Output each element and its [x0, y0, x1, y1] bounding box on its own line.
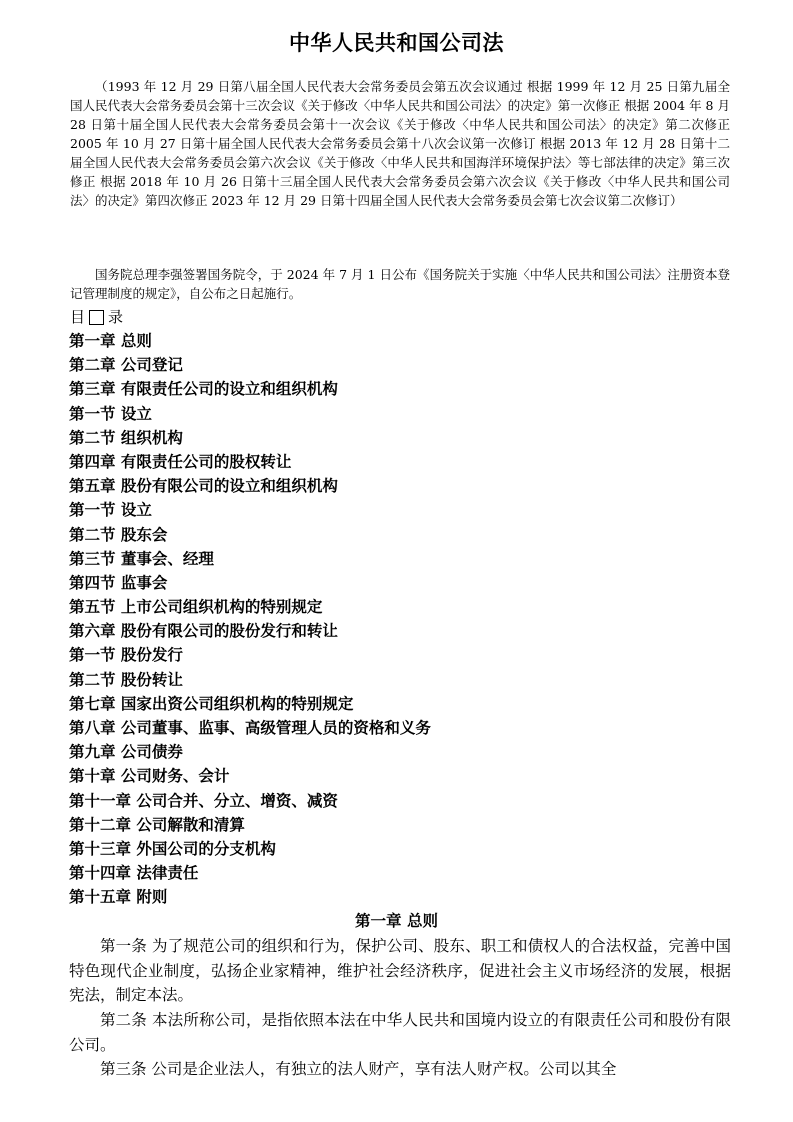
article-paragraph: 第三条 公司是企业法人，有独立的法人财产，享有法人财产权。公司以其全: [100, 1060, 617, 1078]
chapter-heading: 第一章 总则: [355, 912, 438, 930]
toc-item: 第一节 股份发行: [69, 646, 183, 665]
toc-item: 第二节 组织机构: [69, 428, 183, 447]
state-council-decree-note: 国务院总理李强签署国务院令，于 2024 年 7 月 1 日公布《国务院关于实施〈中华人民共和国公司法〉注册资本登记管理制度的规定》，自公布之日起施行。: [70, 267, 730, 301]
table-of-contents: [69, 329, 431, 910]
toc-item: 第五章 股份有限公司的设立和组织机构: [69, 477, 338, 496]
document-title: 中华人民共和国公司法: [289, 31, 504, 55]
toc-item: 第十四章 法律责任: [69, 864, 199, 883]
toc-heading-left: 目: [70, 308, 86, 326]
toc-item: 第二章 公司登记: [69, 356, 183, 375]
toc-item: 第三章 有限责任公司的设立和组织机构: [69, 380, 338, 399]
toc-item: 第九章 公司债券: [69, 743, 183, 762]
toc-item: 第十一章 公司合并、分立、增资、减资: [69, 791, 338, 810]
toc-heading-right: 录: [108, 308, 124, 326]
toc-item: 第七章 国家出资公司组织机构的特别规定: [69, 694, 354, 713]
toc-item: 第四章 有限责任公司的股权转让: [69, 452, 292, 471]
legislative-history-paragraph: （1993 年 12 月 29 日第八届全国人民代表大会常务委员会第五次会议通过 根据 1999 年 12 月 25 日第九届全国人民代表大会常务委员会第十三次会议《关于修改〈中华人民共和国公司法〉的决定》第一次修正 根据 2004 年 8 月 28 日第十届全国人民代表大会常务委员会第十一次会议《关于修改〈中华人民共和国公司法〉的决定》第二次修正 2005 年 10 月 27 日第十届全国人民代表大会常务委员会第十八次会议第一次修订 根据 2013 年 12 月 28 日第十二届全国人民代表大会常务委员会第六次会议《关于修改〈中华人民共和国海洋环境保护法〉等七部法律的决定》第三次修正 根据 2018 年 10 月 26 日第十三届全国人民代表大会常务委员会第六次会议《关于修改〈中华人民共和国公司法〉的决定》第四次修正 2023 年 12 月 29 日第十四届全国人民代表大会常务委员会第七次会议第二次修订）: [70, 79, 730, 208]
toc-heading: [70, 306, 123, 328]
checkbox-glyph-icon: [89, 310, 104, 325]
article-paragraph: 第二条 本法所称公司，是指依照本法在中华人民共和国境内设立的有限责任公司和股份有限公司。: [69, 1011, 731, 1054]
toc-item: 第八章 公司董事、监事、高级管理人员的资格和义务: [69, 719, 431, 737]
toc-item: 第四节 监事会: [69, 573, 168, 592]
toc-item: 第三节 董事会、经理: [69, 549, 214, 568]
toc-item: 第一章 总则: [69, 332, 152, 350]
toc-item: 第十五章 附则: [69, 888, 168, 907]
toc-item: 第十三章 外国公司的分支机构: [69, 839, 276, 858]
toc-item: 第十章 公司财务、会计: [69, 767, 230, 786]
toc-item: 第十二章 公司解散和清算: [69, 815, 245, 834]
toc-item: 第一节 设立: [69, 501, 152, 520]
toc-item: 第二节 股份转让: [69, 670, 183, 689]
toc-item: 第五节 上市公司组织机构的特别规定: [69, 598, 323, 617]
article-paragraph: 第一条 为了规范公司的组织和行为，保护公司、股东、职工和债权人的合法权益，完善中国特色现代企业制度，弘扬企业家精神，维护社会经济秩序，促进社会主义市场经济的发展，根据宪法，制定本法。: [69, 937, 731, 1004]
toc-item: 第六章 股份有限公司的股份发行和转让: [69, 622, 338, 641]
toc-item: 第一节 设立: [69, 404, 152, 423]
toc-item: 第二节 股东会: [69, 525, 168, 544]
